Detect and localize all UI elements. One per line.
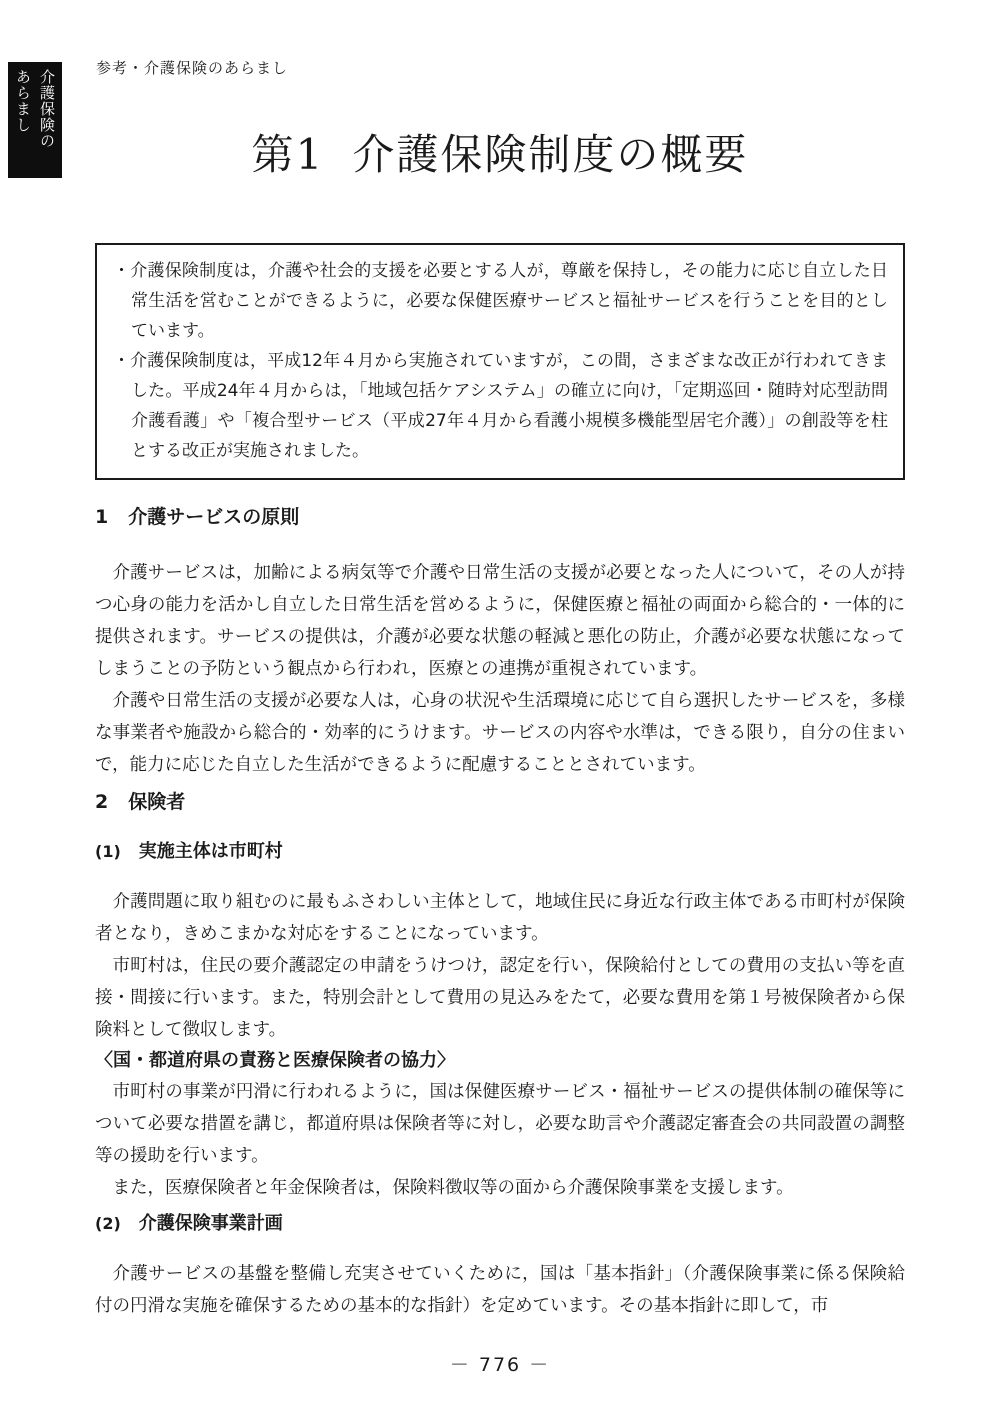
subsection-title: 実施主体は市町村 <box>138 841 283 862</box>
subsection-number: (1) <box>95 842 121 861</box>
body-paragraph: 介護サービスの基盤を整備し充実させていくために，国は「基本指針」（介護保険事業に係る保険給付の円滑な実施を確保するための基本的な指針）を定めています。その基本指針に即して，市 <box>95 1264 905 1316</box>
chapter-title <box>0 129 1000 181</box>
body-paragraph: 介護や日常生活の支援が必要な人は，心身の状況や生活環境に応じて自ら選択したサービスを，多様な事業者や施設から総合的・効率的にうけます。サービスの内容や水準は，できる限り，自分の住まいで，能力に応じた自立した生活ができるように配慮することとされています。 <box>95 691 905 775</box>
body-paragraph: また，医療保険者と年金保険者は，保険料徴収等の面から介護保険事業を支援します。 <box>112 1178 794 1198</box>
body-paragraph: 市町村は，住民の要介護認定の申請をうけつけ，認定を行い，保険給付としての費用の支払い等を直接・間接に行います。また，特別会計として費用の見込みをたて，必要な費用を第１号被保険者から保険料として徴収します。 <box>95 956 905 1040</box>
section-2-heading <box>95 789 905 816</box>
summary-bullet <box>113 256 888 346</box>
angle-bracket-heading: 〈国・都道府県の責務と医療保険者の協力〉 <box>95 1050 455 1071</box>
page-number: － 776 － <box>449 1354 551 1376</box>
summary-box <box>95 243 905 480</box>
summary-bullet <box>113 346 888 466</box>
bullet-marker: ・ <box>113 261 131 281</box>
subsection-title: 介護保険事業計画 <box>138 1213 283 1234</box>
subsection-number: (2) <box>95 1214 121 1233</box>
subsection-1-heading <box>95 840 905 864</box>
chapter-title-text: 介護保険制度の概要 <box>352 130 749 179</box>
subsection-2-heading <box>95 1212 905 1236</box>
section-1-heading <box>95 504 905 531</box>
body-paragraph: 介護サービスは，加齢による病気等で介護や日常生活の支援が必要となった人について，その人が持つ心身の能力を活かし自立した日常生活を営めるように，保健医療と福祉の両面から総合的・一体的に提供されます。サービスの提供は，介護が必要な状態の軽減と悪化の防止，介護が必要な状態になってしまうことの予防という観点から行われ，医療との連携が重視されています。 <box>95 563 905 679</box>
chapter-number: 第1 <box>251 130 325 179</box>
bullet-marker: ・ <box>113 351 131 371</box>
section-number: 1 <box>95 506 109 528</box>
section-title: 保険者 <box>128 791 186 813</box>
thumb-index-line-1: 介護保険の <box>38 69 56 149</box>
summary-bullet-text: 介護保険制度は，介護や社会的支援を必要とする人が，尊厳を保持し，その能力に応じ自立した日常生活を営むことができるように，必要な保健医療サービスと福祉サービスを行うことを目的としています。 <box>130 261 889 341</box>
main-content <box>95 504 905 1322</box>
running-head: 参考・介護保険のあらまし <box>96 59 289 77</box>
section-number: 2 <box>95 791 109 813</box>
thumb-index-line-2: あらまし <box>14 69 32 133</box>
summary-bullet-text: 介護保険制度は，平成12年４月から実施されていますが，この間，さまざまな改正が行われてきました。平成24年４月からは，「地域包括ケアシステム」の確立に向け，「定期巡回・随時対応型訪問介護看護」や「複合型サービス（平成27年４月から看護小規模多機能型居宅介護）」の創設等を柱とする改正が実施されました。 <box>130 351 888 461</box>
body-paragraph: 介護問題に取り組むのに最もふさわしい主体として，地域住民に身近な行政主体である市町村が保険者となり，きめこまかな対応をすることになっています。 <box>95 892 905 944</box>
body-paragraph: 市町村の事業が円滑に行われるように，国は保健医療サービス・福祉サービスの提供体制の確保等について必要な措置を講じ，都道府県は保険者等に対し，必要な助言や介護認定審査会の共同設置の調整等の援助を行います。 <box>95 1082 905 1166</box>
section-title: 介護サービスの原則 <box>128 506 300 528</box>
